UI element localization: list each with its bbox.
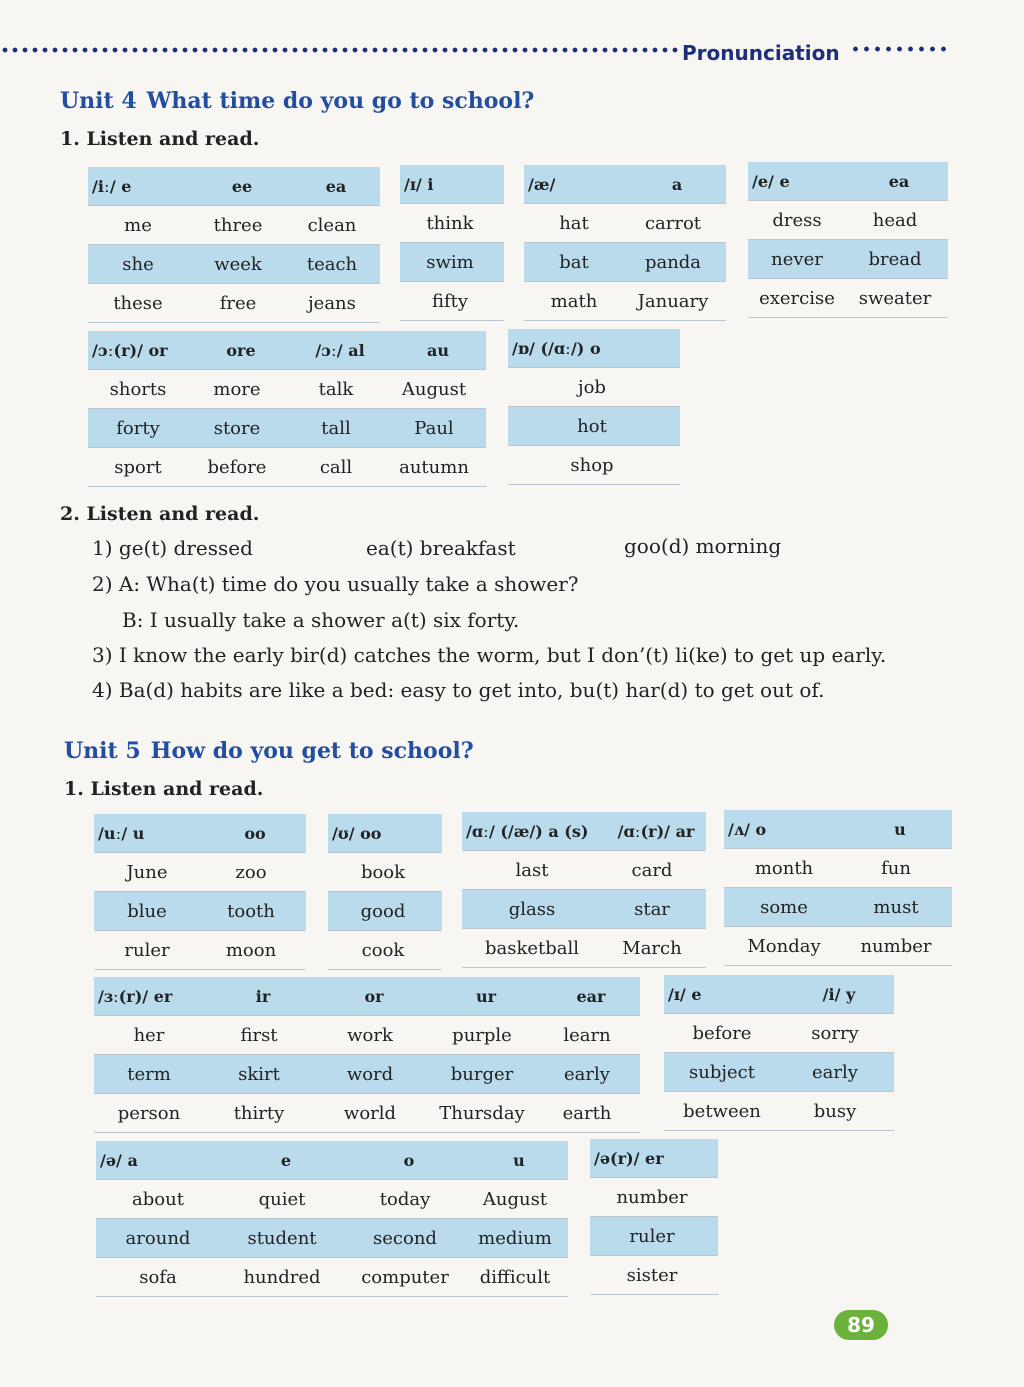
word-cell: tall xyxy=(321,417,351,439)
table-row xyxy=(748,201,948,240)
word-cell: burger xyxy=(450,1063,514,1085)
word-cell: number xyxy=(616,1186,688,1208)
unit4-table-i-long xyxy=(88,167,380,323)
unit5-title-text: How do you get to school? xyxy=(150,738,474,764)
table-row xyxy=(748,240,948,279)
word-cell: early xyxy=(564,1063,610,1085)
table-row xyxy=(664,1053,894,1092)
unit4-line-4: 3) I know the early bir(d) catches the worm, but I don’(t) li(ke) to get up early. xyxy=(92,643,887,667)
word-cell: hundred xyxy=(243,1266,321,1288)
table-header-row xyxy=(508,329,680,368)
word-cell: store xyxy=(213,417,261,439)
table-row xyxy=(590,1256,718,1295)
word-cell: bat xyxy=(559,251,589,273)
word-cell: last xyxy=(515,859,549,881)
word-cell: clean xyxy=(307,214,357,236)
word-cell: sport xyxy=(114,456,162,478)
word-cell: difficult xyxy=(479,1266,551,1288)
unit4-line-1b: ea(t) breakfast xyxy=(366,536,516,560)
table-header-cell: /ɪ/ e xyxy=(668,984,702,1004)
unit4-table-or xyxy=(88,331,486,487)
table-header-cell: ea xyxy=(325,176,347,196)
word-cell: earth xyxy=(562,1102,612,1124)
word-cell: book xyxy=(360,861,406,883)
table-row xyxy=(88,409,486,448)
table-header-cell: /ɔː(r)/ or xyxy=(92,340,168,360)
unit4-line-5: 4) Ba(d) habits are like a bed: easy to get into, bu(t) har(d) to get out of. xyxy=(92,678,825,702)
word-cell: first xyxy=(240,1024,278,1046)
word-cell: math xyxy=(550,290,598,312)
word-cell: quiet xyxy=(258,1188,306,1210)
table-header-cell: /i/ y xyxy=(822,984,856,1004)
table-header-cell: au xyxy=(427,340,449,360)
unit5-table-er-schwa xyxy=(590,1139,718,1295)
word-cell: before xyxy=(692,1022,752,1044)
table-row xyxy=(508,407,680,446)
table-row xyxy=(724,888,952,927)
word-cell: student xyxy=(247,1227,317,1249)
word-cell: job xyxy=(578,376,606,398)
word-cell: jeans xyxy=(308,292,356,314)
table-header-cell: u xyxy=(513,1150,525,1170)
unit4-title xyxy=(60,88,534,114)
word-cell: work xyxy=(347,1024,393,1046)
word-cell: skirt xyxy=(238,1063,280,1085)
unit4-number: Unit 4 xyxy=(60,88,137,114)
unit5-table-i-y xyxy=(664,975,894,1131)
table-row xyxy=(328,892,442,931)
table-header-row xyxy=(590,1139,718,1178)
table-header-cell: e xyxy=(280,1150,292,1170)
word-cell: glass xyxy=(508,898,556,920)
word-cell: autumn xyxy=(399,456,469,478)
header-dotted-rule xyxy=(0,40,680,60)
table-row xyxy=(748,279,948,318)
table-row xyxy=(96,1180,568,1219)
word-cell: some xyxy=(760,896,808,918)
word-cell: month xyxy=(754,857,814,879)
word-cell: exercise xyxy=(759,287,835,309)
word-cell: hot xyxy=(577,415,607,437)
word-cell: forty xyxy=(116,417,160,439)
word-cell: January xyxy=(637,290,709,312)
word-cell: free xyxy=(219,292,257,314)
word-cell: blue xyxy=(127,900,167,922)
unit5-table-uh xyxy=(724,810,952,966)
word-cell: dress xyxy=(772,209,822,231)
table-row xyxy=(328,931,442,970)
unit4-section1-heading: 1. Listen and read. xyxy=(60,128,260,150)
word-cell: more xyxy=(213,378,261,400)
word-cell: learn xyxy=(563,1024,611,1046)
table-header-cell: ea xyxy=(888,171,910,191)
unit5-table-u-long xyxy=(94,814,306,970)
word-cell: medium xyxy=(478,1227,552,1249)
table-header-cell: /ʌ/ o xyxy=(728,819,767,839)
word-cell: never xyxy=(771,248,823,270)
word-cell: subject xyxy=(689,1061,755,1083)
unit4-section2-heading: 2. Listen and read. xyxy=(60,503,260,525)
word-cell: term xyxy=(127,1063,171,1085)
table-row xyxy=(96,1219,568,1258)
table-row xyxy=(590,1178,718,1217)
word-cell: computer xyxy=(361,1266,449,1288)
table-row xyxy=(88,206,380,245)
word-cell: bread xyxy=(868,248,922,270)
table-header-cell: oo xyxy=(244,823,266,843)
table-header-row xyxy=(88,167,380,206)
word-cell: think xyxy=(426,212,474,234)
word-cell: around xyxy=(125,1227,191,1249)
unit4-table-e xyxy=(748,162,948,318)
word-cell: sofa xyxy=(139,1266,177,1288)
word-cell: week xyxy=(214,253,262,275)
table-row xyxy=(462,851,706,890)
word-cell: me xyxy=(124,214,152,236)
word-cell: sorry xyxy=(811,1022,859,1044)
table-header-cell: u xyxy=(894,819,906,839)
table-header-cell: /uː/ u xyxy=(98,823,145,843)
table-row xyxy=(664,1092,894,1131)
word-cell: June xyxy=(126,861,168,883)
word-cell: busy xyxy=(813,1100,857,1122)
unit5-table-er-long xyxy=(94,977,640,1133)
word-cell: these xyxy=(113,292,163,314)
table-header-cell: ore xyxy=(226,340,256,360)
word-cell: thirty xyxy=(233,1102,285,1124)
word-cell: head xyxy=(872,209,918,231)
table-row xyxy=(524,282,726,321)
word-cell: about xyxy=(132,1188,184,1210)
word-cell: hat xyxy=(559,212,589,234)
table-header-cell: ur xyxy=(475,986,497,1006)
table-row xyxy=(462,890,706,929)
word-cell: sister xyxy=(626,1264,678,1286)
word-cell: ruler xyxy=(124,939,170,961)
word-cell: March xyxy=(622,937,682,959)
unit5-title xyxy=(64,738,474,764)
word-cell: tooth xyxy=(227,900,275,922)
word-cell: talk xyxy=(318,378,354,400)
word-cell: word xyxy=(346,1063,394,1085)
table-header-cell: /ɪ/ i xyxy=(404,174,434,194)
table-row xyxy=(94,892,306,931)
word-cell: star xyxy=(634,898,670,920)
unit5-table-a-long xyxy=(462,812,706,968)
table-header-cell: ir xyxy=(255,986,271,1006)
table-row xyxy=(400,204,504,243)
table-row xyxy=(328,853,442,892)
word-cell: ruler xyxy=(629,1225,675,1247)
word-cell: Paul xyxy=(414,417,454,439)
word-cell: today xyxy=(379,1188,431,1210)
table-row xyxy=(88,370,486,409)
table-row xyxy=(94,1016,640,1055)
table-header-cell: /æ/ xyxy=(528,174,556,194)
word-cell: must xyxy=(873,896,919,918)
unit5-table-u-short xyxy=(328,814,442,970)
unit4-title-text: What time do you go to school? xyxy=(146,88,535,114)
word-cell: Thursday xyxy=(439,1102,525,1124)
table-header-cell: /ɜː(r)/ er xyxy=(98,986,173,1006)
unit4-line-2: 2) A: Wha(t) time do you usually take a shower? xyxy=(92,572,579,596)
word-cell: between xyxy=(683,1100,761,1122)
unit4-line-1c: goo(d) morning xyxy=(624,534,782,558)
table-row xyxy=(88,284,380,323)
table-row xyxy=(524,204,726,243)
table-row xyxy=(508,446,680,485)
word-cell: cook xyxy=(361,939,405,961)
word-cell: second xyxy=(373,1227,437,1249)
word-cell: card xyxy=(631,859,673,881)
table-header-row xyxy=(94,814,306,853)
unit4-table-o xyxy=(508,329,680,485)
table-header-row xyxy=(664,975,894,1014)
table-row xyxy=(590,1217,718,1256)
table-header-row xyxy=(400,165,504,204)
word-cell: shorts xyxy=(109,378,167,400)
table-row xyxy=(400,282,504,321)
table-header-cell: /ə(r)/ er xyxy=(594,1148,664,1168)
word-cell: purple xyxy=(452,1024,512,1046)
word-cell: she xyxy=(122,253,154,275)
table-header-cell: /ɔː/ al xyxy=(315,340,365,360)
table-row xyxy=(724,849,952,888)
unit4-line-1a: 1) ge(t) dressed xyxy=(92,536,253,560)
word-cell: call xyxy=(319,456,353,478)
word-cell: teach xyxy=(306,253,358,275)
table-header-row xyxy=(94,977,640,1016)
table-header-cell: /e/ e xyxy=(752,171,790,191)
table-header-row xyxy=(524,165,726,204)
word-cell: before xyxy=(207,456,267,478)
page-number-badge: 89 xyxy=(834,1310,888,1340)
table-row xyxy=(94,1055,640,1094)
word-cell: shop xyxy=(570,454,614,476)
word-cell: world xyxy=(343,1102,397,1124)
table-row xyxy=(96,1258,568,1297)
word-cell: panda xyxy=(644,251,702,273)
table-header-cell: or xyxy=(364,986,384,1006)
table-header-row xyxy=(96,1141,568,1180)
table-header-row xyxy=(748,162,948,201)
word-cell: number xyxy=(860,935,932,957)
table-header-cell: /ɑː(r)/ ar xyxy=(617,821,695,841)
table-row xyxy=(508,368,680,407)
unit5-number: Unit 5 xyxy=(64,738,141,764)
unit5-section1-heading: 1. Listen and read. xyxy=(64,778,264,800)
table-row xyxy=(94,1094,640,1133)
table-row xyxy=(724,927,952,966)
word-cell: early xyxy=(812,1061,858,1083)
table-row xyxy=(524,243,726,282)
table-row xyxy=(664,1014,894,1053)
unit5-table-schwa xyxy=(96,1141,568,1297)
word-cell: August xyxy=(482,1188,548,1210)
table-header-cell: ear xyxy=(576,986,606,1006)
table-row xyxy=(94,931,306,970)
table-header-row xyxy=(724,810,952,849)
table-header-cell: /iː/ e xyxy=(92,176,132,196)
table-row xyxy=(88,245,380,284)
word-cell: zoo xyxy=(235,861,267,883)
table-row xyxy=(94,853,306,892)
table-header-row xyxy=(328,814,442,853)
table-header-row xyxy=(88,331,486,370)
table-header-cell: /ə/ a xyxy=(100,1150,138,1170)
unit4-table-ae xyxy=(524,165,726,321)
table-header-cell: /ʊ/ oo xyxy=(332,823,382,843)
word-cell: swim xyxy=(426,251,474,273)
table-row xyxy=(400,243,504,282)
section-header: Pronunciation xyxy=(682,41,840,65)
word-cell: carrot xyxy=(644,212,702,234)
word-cell: moon xyxy=(225,939,277,961)
unit4-line-3: B: I usually take a shower a(t) six forty. xyxy=(122,608,520,632)
word-cell: fun xyxy=(881,857,911,879)
word-cell: three xyxy=(213,214,263,236)
table-header-cell: a xyxy=(671,174,683,194)
table-header-cell: o xyxy=(403,1150,415,1170)
word-cell: Monday xyxy=(747,935,821,957)
word-cell: sweater xyxy=(858,287,932,309)
table-row xyxy=(462,929,706,968)
table-row xyxy=(88,448,486,487)
unit4-table-i-short xyxy=(400,165,504,321)
table-header-cell: ee xyxy=(231,176,253,196)
header-dotted-rule-right xyxy=(850,40,950,60)
table-header-cell: /ɒ/ (/ɑː/) o xyxy=(512,338,601,358)
word-cell: good xyxy=(360,900,406,922)
word-cell: fifty xyxy=(431,290,469,312)
table-header-row xyxy=(462,812,706,851)
word-cell: her xyxy=(133,1024,165,1046)
word-cell: August xyxy=(401,378,467,400)
table-header-cell: /ɑː/ (/æ/) a (s) xyxy=(466,821,589,841)
word-cell: person xyxy=(117,1102,181,1124)
word-cell: basketball xyxy=(484,937,580,959)
